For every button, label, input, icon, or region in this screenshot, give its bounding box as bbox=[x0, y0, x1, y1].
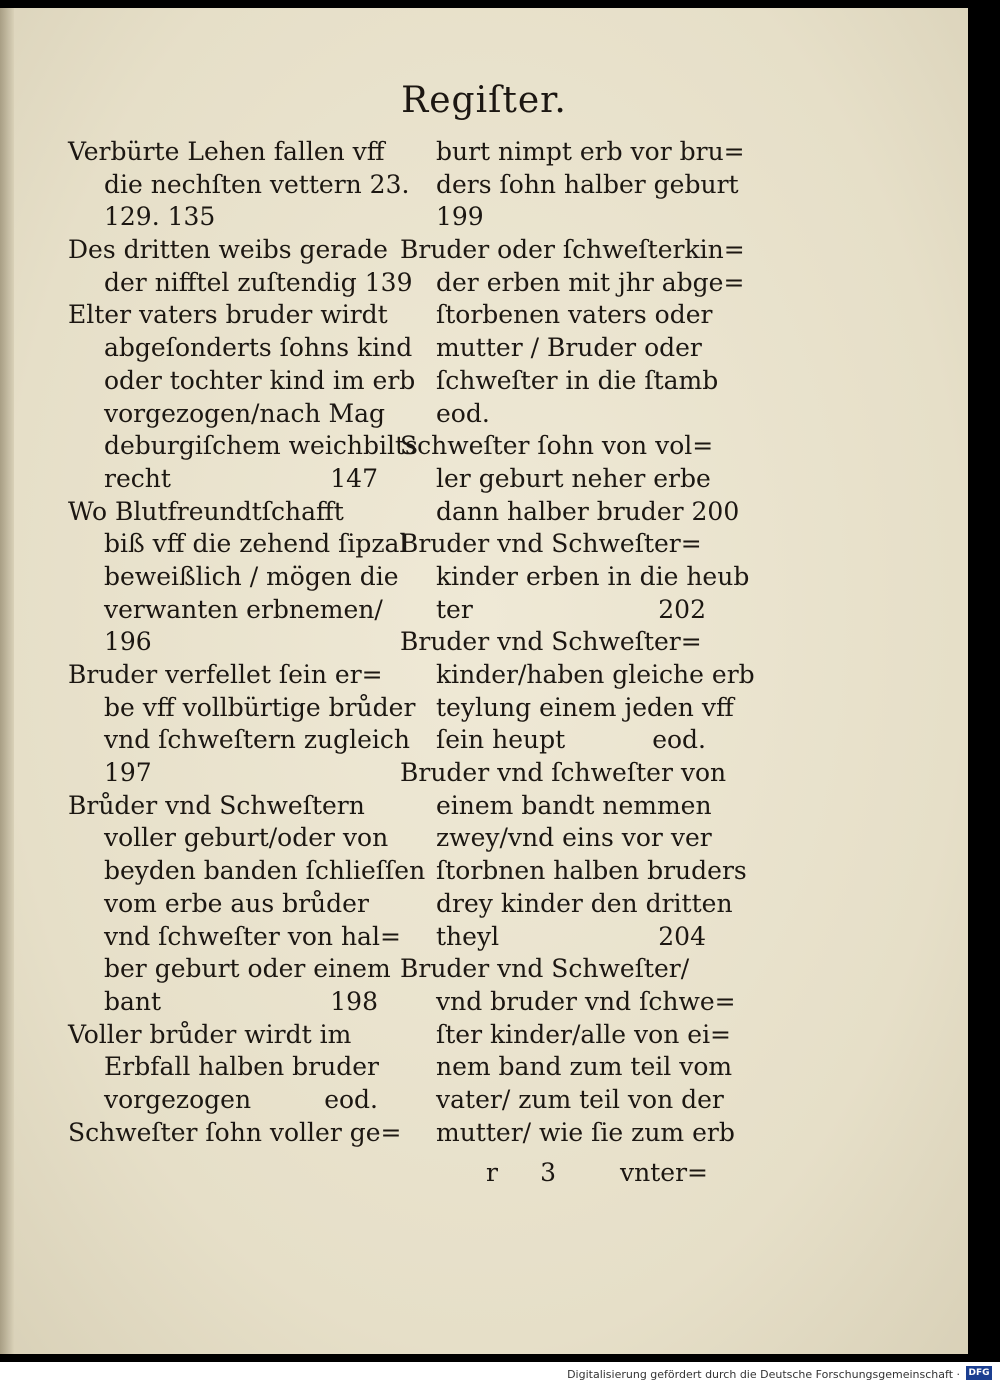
register-entry-text: be vff vollbürtige brůder bbox=[104, 692, 416, 722]
register-entry-text: Erbfall halben bruder bbox=[104, 1052, 379, 1082]
register-line bbox=[68, 201, 378, 234]
register-entry-text: ſein heupt bbox=[436, 725, 566, 755]
register-entry-text: 129. 135 bbox=[104, 202, 216, 232]
register-entry-text: nem band zum teil vom bbox=[436, 1052, 733, 1082]
register-line bbox=[68, 463, 378, 496]
register-entry-text: theyl bbox=[436, 921, 500, 951]
register-entry-text: Brůder vnd Schweſtern bbox=[68, 790, 365, 820]
register-line bbox=[400, 398, 706, 431]
register-line bbox=[400, 201, 706, 234]
register-line bbox=[400, 528, 706, 561]
register-entry-text: oder tochter kind im erb bbox=[104, 365, 416, 395]
register-line bbox=[68, 398, 386, 431]
page-footer bbox=[486, 1158, 708, 1187]
register-entry-text: ſtorbenen vaters oder bbox=[436, 300, 713, 330]
register-line bbox=[68, 724, 410, 757]
register-entry-text: vom erbe aus brůder bbox=[104, 888, 369, 918]
right-column bbox=[400, 136, 755, 1149]
book-page bbox=[0, 8, 968, 1354]
register-line bbox=[68, 169, 410, 202]
register-entry-text: zwey/vnd eins vor ver bbox=[436, 823, 712, 853]
register-entry-text: Bruder verfellet ſein er= bbox=[68, 660, 383, 689]
register-entry-text: ſtorbnen halben bruders bbox=[436, 856, 747, 886]
register-entry-text: Voller brůder wirdt im bbox=[68, 1019, 352, 1049]
register-line bbox=[68, 986, 378, 1019]
register-line bbox=[68, 594, 383, 627]
register-entry-text: ſter kinder/alle von ei= bbox=[436, 1019, 732, 1049]
register-line bbox=[400, 299, 713, 332]
register-line bbox=[68, 528, 408, 561]
register-entry-text: Verbürte Lehen fallen vff bbox=[68, 137, 385, 166]
register-line bbox=[68, 790, 378, 823]
register-entry-text: mutter/ wie ſie zum erb bbox=[436, 1117, 735, 1147]
register-page-number: 198 bbox=[330, 986, 378, 1016]
register-line bbox=[400, 986, 736, 1019]
register-line bbox=[68, 430, 418, 463]
register-entry-text: Bruder vnd Schweſter= bbox=[400, 627, 702, 657]
register-entry-text: Des dritten weibs gerade bbox=[68, 235, 388, 265]
register-line bbox=[68, 299, 388, 332]
register-entry-text: burt nimpt erb vor bru= bbox=[436, 137, 745, 166]
register-entry-text: recht bbox=[104, 463, 171, 493]
register-entry-text: die nechſten vettern 23. bbox=[104, 169, 410, 199]
register-entry-text: 199 bbox=[436, 202, 484, 232]
register-line bbox=[68, 267, 413, 300]
register-entry-text: Wo Blutfreundtſchafft bbox=[68, 496, 344, 526]
register-entry-text: mutter / Bruder oder bbox=[436, 333, 702, 363]
dfg-logo: DFG bbox=[966, 1366, 992, 1380]
register-entry-text: Bruder vnd ſchweſter von bbox=[400, 758, 727, 788]
register-line bbox=[400, 855, 747, 888]
book-spine-shadow bbox=[0, 8, 14, 1354]
register-entry-text: dann halber bruder 200 bbox=[436, 496, 740, 526]
register-entry-text: beyden banden ſchlieſſen bbox=[104, 856, 426, 886]
register-page-number: 147 bbox=[330, 463, 378, 493]
register-page-number: 202 bbox=[658, 594, 706, 624]
register-line bbox=[400, 332, 706, 365]
register-entry-text: voller geburt/oder von bbox=[104, 823, 389, 853]
register-line bbox=[68, 855, 426, 888]
register-entry-text: verwanten erbnemen/ bbox=[104, 594, 383, 624]
register-entry-text: teylung einem jeden vff bbox=[436, 692, 734, 722]
register-line bbox=[68, 692, 416, 725]
register-entry-text: ber geburt oder einem bbox=[104, 954, 391, 984]
register-line bbox=[68, 953, 391, 986]
register-entry-text: vnd bruder vnd ſchwe= bbox=[436, 986, 736, 1016]
register-entry-text: vnd ſchweſtern zugleich bbox=[104, 725, 410, 755]
register-line bbox=[400, 496, 740, 529]
signature-mark bbox=[486, 1158, 556, 1187]
register-line bbox=[68, 921, 401, 954]
register-entry-text: Schweſter ſohn von vol= bbox=[400, 431, 714, 461]
register-line bbox=[400, 594, 706, 627]
register-entry-text: eod. bbox=[436, 398, 490, 428]
register-entry-text: vater/ zum teil von der bbox=[436, 1084, 724, 1114]
register-page-number: eod. bbox=[324, 1084, 378, 1114]
register-line bbox=[68, 1051, 378, 1084]
register-entry-text: ler geburt neher erbe bbox=[436, 463, 711, 493]
register-line bbox=[400, 1051, 733, 1084]
register-line bbox=[68, 136, 385, 169]
register-line bbox=[68, 561, 399, 594]
register-entry-text: der nifftel zuſtendig 139 bbox=[104, 267, 413, 297]
register-entry-text: abgeſonderts ſohns kind bbox=[104, 333, 413, 363]
page-title: Regiſter. bbox=[401, 80, 567, 121]
register-line bbox=[68, 496, 378, 529]
register-page-number: 204 bbox=[658, 921, 706, 951]
register-entry-text: Bruder vnd Schweſter= bbox=[400, 529, 702, 559]
register-line bbox=[68, 234, 388, 267]
register-entry-text: vorgezogen bbox=[104, 1084, 252, 1114]
register-entry-text: Elter vaters bruder wirdt bbox=[68, 300, 388, 330]
register-entry-text: drey kinder den dritten bbox=[436, 888, 733, 918]
register-line bbox=[400, 790, 712, 823]
register-entry-text: kinder erben in die heub bbox=[436, 561, 750, 591]
catchword: vnter= bbox=[620, 1158, 708, 1187]
register-entry-text: einem bandt nemmen bbox=[436, 790, 712, 820]
register-line bbox=[400, 234, 745, 267]
register-entry-text: vnd ſchweſter von hal= bbox=[104, 921, 401, 951]
register-line bbox=[400, 1084, 724, 1117]
register-line bbox=[68, 332, 413, 365]
register-line bbox=[400, 267, 745, 300]
register-line bbox=[400, 888, 733, 921]
register-line bbox=[400, 822, 712, 855]
register-line bbox=[400, 430, 714, 463]
register-entry-text: deburgiſchem weichbilts bbox=[104, 431, 418, 461]
signature-letter: r bbox=[486, 1158, 498, 1187]
register-line bbox=[68, 757, 378, 790]
register-entry-text: Bruder oder ſchweſterkin= bbox=[400, 235, 745, 265]
register-line bbox=[400, 561, 750, 594]
signature-number: 3 bbox=[540, 1158, 556, 1187]
register-line bbox=[68, 1019, 378, 1052]
register-line bbox=[68, 888, 378, 921]
register-entry-text: 196 bbox=[104, 627, 152, 657]
register-line bbox=[400, 921, 706, 954]
register-line bbox=[400, 659, 755, 692]
register-line bbox=[400, 169, 739, 202]
register-line bbox=[68, 365, 416, 398]
register-line bbox=[400, 1117, 735, 1150]
register-entry-text: bant bbox=[104, 986, 162, 1016]
register-entry-text: kinder/haben gleiche erb bbox=[436, 660, 755, 689]
register-line bbox=[400, 724, 706, 757]
register-entry-text: ſchweſter in die ſtamb bbox=[436, 365, 719, 395]
register-line bbox=[68, 659, 383, 692]
register-line bbox=[68, 1084, 378, 1117]
register-line bbox=[68, 1117, 402, 1150]
register-line bbox=[400, 136, 745, 169]
register-entry-text: der erben mit jhr abge= bbox=[436, 267, 745, 297]
register-entry-text: biß vff die zehend ſipzal bbox=[104, 529, 408, 559]
left-column bbox=[68, 136, 426, 1149]
register-entry-text: beweißlich / mögen die bbox=[104, 561, 399, 591]
register-line bbox=[400, 953, 706, 986]
register-entry-text: Bruder vnd Schweſter/ bbox=[400, 954, 690, 984]
register-line bbox=[400, 1019, 732, 1052]
register-page-number: eod. bbox=[652, 725, 706, 755]
register-entry-text: ders ſohn halber geburt bbox=[436, 169, 739, 199]
register-entry-text: 197 bbox=[104, 758, 152, 788]
register-entry-text: vorgezogen/nach Mag bbox=[104, 398, 386, 428]
register-line bbox=[68, 822, 389, 855]
register-line bbox=[400, 626, 706, 659]
register-line bbox=[68, 626, 378, 659]
register-entry-text: Schweſter ſohn voller ge= bbox=[68, 1117, 402, 1147]
register-line bbox=[400, 692, 734, 725]
digitization-credit-bar bbox=[0, 1362, 1000, 1384]
register-line bbox=[400, 757, 727, 790]
register-line bbox=[400, 463, 711, 496]
register-entry-text: ter bbox=[436, 594, 473, 624]
register-line bbox=[400, 365, 719, 398]
credit-text: Digitalisierung gefördert durch die Deutsche Forschungsgemeinschaft · bbox=[567, 1368, 960, 1381]
